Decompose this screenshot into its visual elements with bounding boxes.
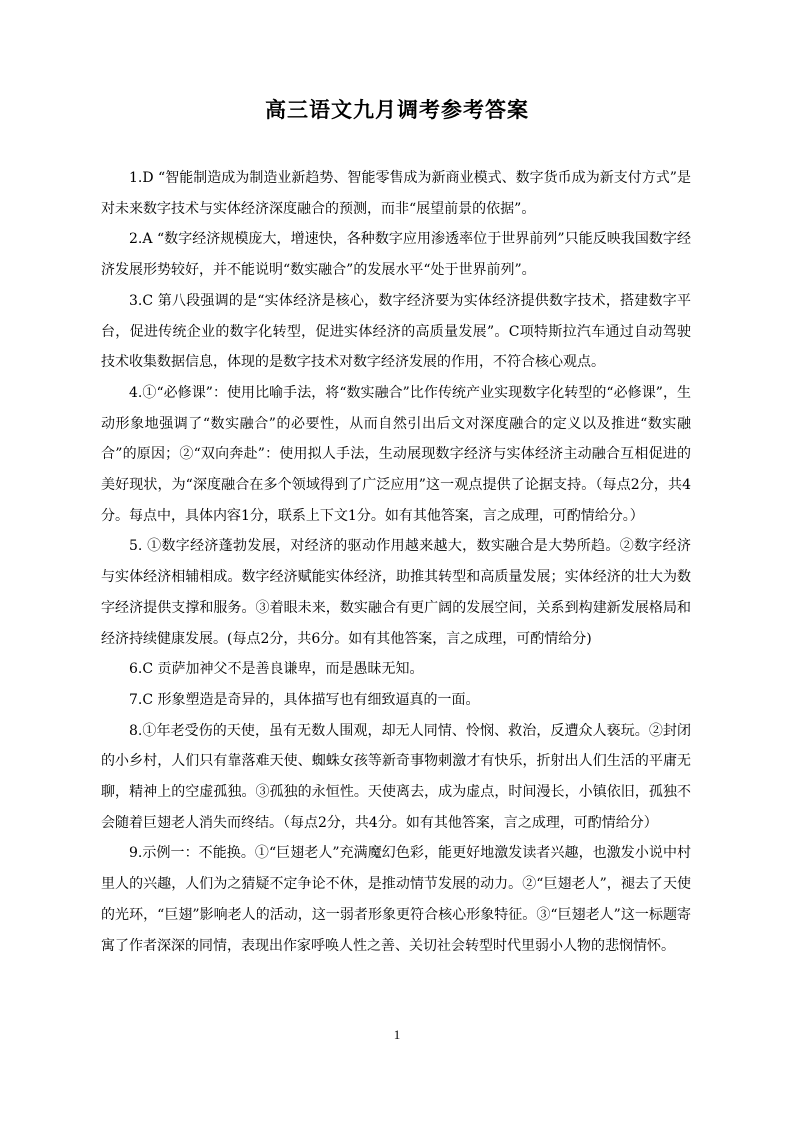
answer-4: 4.①“必修课”：使用比喻手法，将“数实融合”比作传统产业实现数字化转型的“必修课”，生动形象地强调了“数实融合”的必要性，从而自然引出后文对深度融合的定义以及推进“数实融合”的原因；②“双向奔赴”：使用拟人手法，生动展现数字经济与实体经济主动融合互相促进的美好现状，为“深度融合在多个领域得到了广泛应用”这一观点提供了论据支持。（每点2分，共4分。每点中，具体内容1分，联系上下文1分。如有其他答案，言之成理，可酌情给分。） [101,384,691,524]
answer-9: 9.示例一：不能换。①“巨翅老人”充满魔幻色彩，能更好地激发读者兴趣，也激发小说中村里人的兴趣，人们为之猜疑不定争论不休，是推动情节发展的动力。②“巨翅老人”，褪去了天使的光环，“巨翅”影响老人的活动，这一弱者形象更符合核心形象特征。③“巨翅老人”这一标题寄寓了作者深深的同情，表现出作家呼唤人性之善、关切社会转型时代里弱小人物的悲悯情怀。 [101,845,691,954]
page-number: 1 [393,1027,401,1042]
answer-8: 8.①年老受伤的天使，虽有无数人围观，却无人同情、怜悯、救治，反遭众人亵玩。②封闭的小乡村，人们只有靠落难天使、蜘蛛女孩等新奇事物刺激才有快乐，折射出人们生活的平庸无聊，精神上的空虚孤独。③孤独的永恒性。天使离去，成为虚点，时间漫长，小镇依旧，孤独不会随着巨翅老人消失而终结。（每点2分，共4分。如有其他答案，言之成理，可酌情给分） [101,722,691,831]
answer-6: 6.C 贡萨加神父不是善良谦卑，而是愚昧无知。 [129,661,424,678]
answer-2: 2.A “数字经济规模庞大，增速快，各种数字应用渗透率位于世界前列”只能反映我国数字经济发展形势较好，并不能说明“数实融合”的发展水平“处于世界前列”。 [101,231,691,279]
answer-list [101,163,691,961]
answer-5: 5. ①数字经济蓬勃发展，对经济的驱动作用越来越大，数实融合是大势所趋。②数字经济与实体经济相辅相成。数字经济赋能实体经济，助推其转型和高质量发展；实体经济的壮大为数字经济提供支撑和服务。③着眼未来，数实融合有更广阔的发展空间，关系到构建新发展格局和经济持续健康发展。(每点2分，共6分。如有其他答案，言之成理，可酌情给分) [101,538,691,647]
answer-3: 3.C 第八段强调的是“实体经济是核心，数字经济要为实体经济提供数字技术，搭建数字平台，促进传统企业的数字化转型，促进实体经济的高质量发展”。C项特斯拉汽车通过自动驾驶技术收集数据信息，体现的是数字技术对数字经济发展的作用，不符合核心观点。 [101,292,691,371]
page-title: 高三语文九月调考参考答案 [265,98,529,122]
answer-7: 7.C 形象塑造是奇异的，具体描写也有细致逼真的一面。 [129,691,480,708]
answer-1: 1.D “智能制造成为制造业新趋势、智能零售成为新商业模式、数字货币成为新支付方式”是对未来数字技术与实体经济深度融合的预测，而非“展望前景的依据”。 [101,170,691,217]
